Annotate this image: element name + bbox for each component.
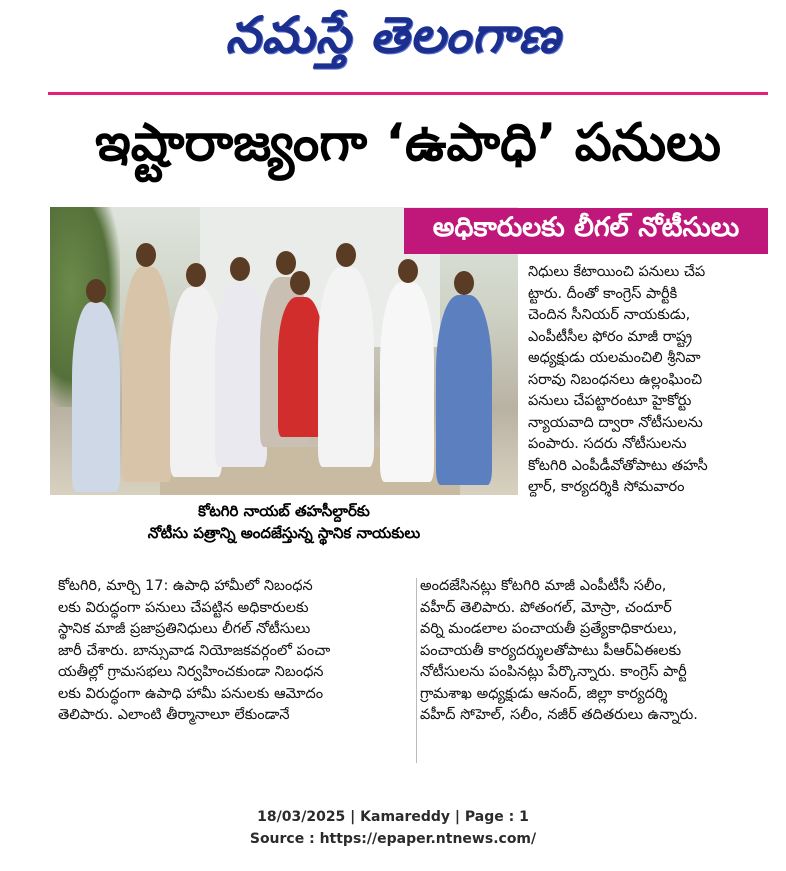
- article-line: లకు విరుద్ధంగా ఉపాధి హామీ పనులకు ఆమోదం: [58, 685, 324, 702]
- photo-caption: [50, 500, 518, 544]
- masthead-rule: [48, 92, 768, 95]
- photo-head: [398, 259, 418, 283]
- column-divider: [416, 578, 417, 763]
- article-line: జారీ చేశారు. బాన్సువాడ నియోజకవర్గంలో పంచా: [58, 642, 331, 659]
- article-line: వర్ని మండలాల పంచాయతీ ప్రత్యేకాధికారులు,: [420, 621, 678, 637]
- article-line: న్యాయవాది ద్వారా నోటీసులను: [528, 414, 703, 431]
- article-line: నోటీసులను పంపినట్లు పేర్కొన్నారు. కాంగ్రెస్ పార్టీ: [420, 664, 687, 680]
- photo-person: [122, 267, 172, 482]
- photo-head: [136, 243, 156, 267]
- article-line: పంచాయతీ కార్యదర్శులతోపాటు పీఆర్ఏఈలకు: [420, 642, 682, 659]
- photo-head: [336, 243, 356, 267]
- photo-head: [186, 263, 206, 287]
- article-line: పంపారు. సదరు నోటీసులను: [528, 436, 687, 452]
- article-line: లకు విరుద్ధంగా పనులు చేపట్టిన అధికారులకు: [58, 599, 309, 616]
- photo-head: [290, 271, 310, 295]
- photo-person: [436, 295, 492, 485]
- headline: ఇష్టారాజ్యంగా ‘ఉపాధి’ పనులు: [94, 112, 722, 173]
- article-line: నిధులు కేటాయించి పనులు చేప: [528, 264, 706, 280]
- caption-line: కోటగిరి నాయబ్ తహసీల్దార్‌కు: [198, 502, 370, 520]
- article-line: వహీద్ తెలిపారు. పోతంగల్, మోస్రా, చందూర్: [420, 599, 672, 616]
- article-line: ల్దార్, కార్యదర్శికి సోమవారం: [528, 479, 685, 495]
- article-line: వహీద్ సోహెల్, సలీం, నజీర్ తదితరులు ఉన్నారు.: [420, 707, 698, 723]
- article-line: సరావు నిబంధనలు ఉల్లంఘించి: [528, 371, 703, 388]
- article-line: స్థానిక మాజీ ప్రజాప్రతినిధులు లీగల్ నోటీసులు: [58, 621, 311, 637]
- photo-person: [72, 302, 120, 492]
- caption-line: నోటీసు పత్రాన్ని అందజేస్తున్న స్థానిక నాయకులు: [147, 524, 421, 542]
- photo-head: [276, 251, 296, 275]
- footer-source-link[interactable]: Source : https://epaper.ntnews.com/: [249, 831, 537, 847]
- article-line: ట్టారు. దీంతో కాంగ్రెస్ పార్టీకి: [528, 285, 678, 302]
- photo-head: [230, 257, 250, 281]
- masthead: [0, 0, 786, 82]
- article-line: కోటగిరి ఎంపీడీవోతోపాటు తహసీ: [528, 457, 708, 474]
- footer-date-line: 18/03/2025 | Kamareddy | Page : 1: [257, 809, 529, 825]
- article-line: అందజేసినట్లు కోటగిరి మాజీ ఎంపీటీసీ సలీం,: [420, 578, 667, 594]
- article-column-right: [528, 262, 764, 499]
- article-line: ఎంపీటీసీల ఫోరం మాజీ రాష్ట్ర: [528, 328, 693, 345]
- article-column-left: [58, 576, 414, 727]
- article-line: పనులు చేపట్టారంటూ హైకోర్టు: [528, 393, 692, 409]
- article-line: తెలిపారు. ఎలాంటి తీర్మానాలూ లేకుండానే: [58, 707, 290, 723]
- masthead-title: నమస్తే తెలంగాణ: [225, 5, 561, 64]
- article-column-wide: [420, 576, 766, 727]
- article-line: చెందిన సీనియర్ నాయకుడు,: [528, 307, 691, 323]
- section-label: [404, 208, 768, 254]
- photo-head: [86, 279, 106, 303]
- page-footer: [0, 806, 786, 850]
- photo-head: [454, 271, 474, 295]
- article-line: గ్రామశాఖ అధ్యక్షుడు ఆనంద్, జిల్లా కార్యదర్శి: [420, 685, 668, 702]
- article-line: యతీల్లో గ్రామసభలు నిర్వహించకుండా నిబంధన: [58, 664, 324, 680]
- article-line: అధ్యక్షుడు యలమంచిలి శ్రీనివా: [528, 350, 701, 366]
- section-label-text: అధికారులకు లీగల్ నోటీసులు: [432, 212, 740, 243]
- article-line: కోటగిరి, మార్చి 17: ఉపాధి హామీలో నిబంధన: [58, 578, 313, 594]
- photo-person: [380, 282, 434, 482]
- photo-person: [318, 267, 374, 467]
